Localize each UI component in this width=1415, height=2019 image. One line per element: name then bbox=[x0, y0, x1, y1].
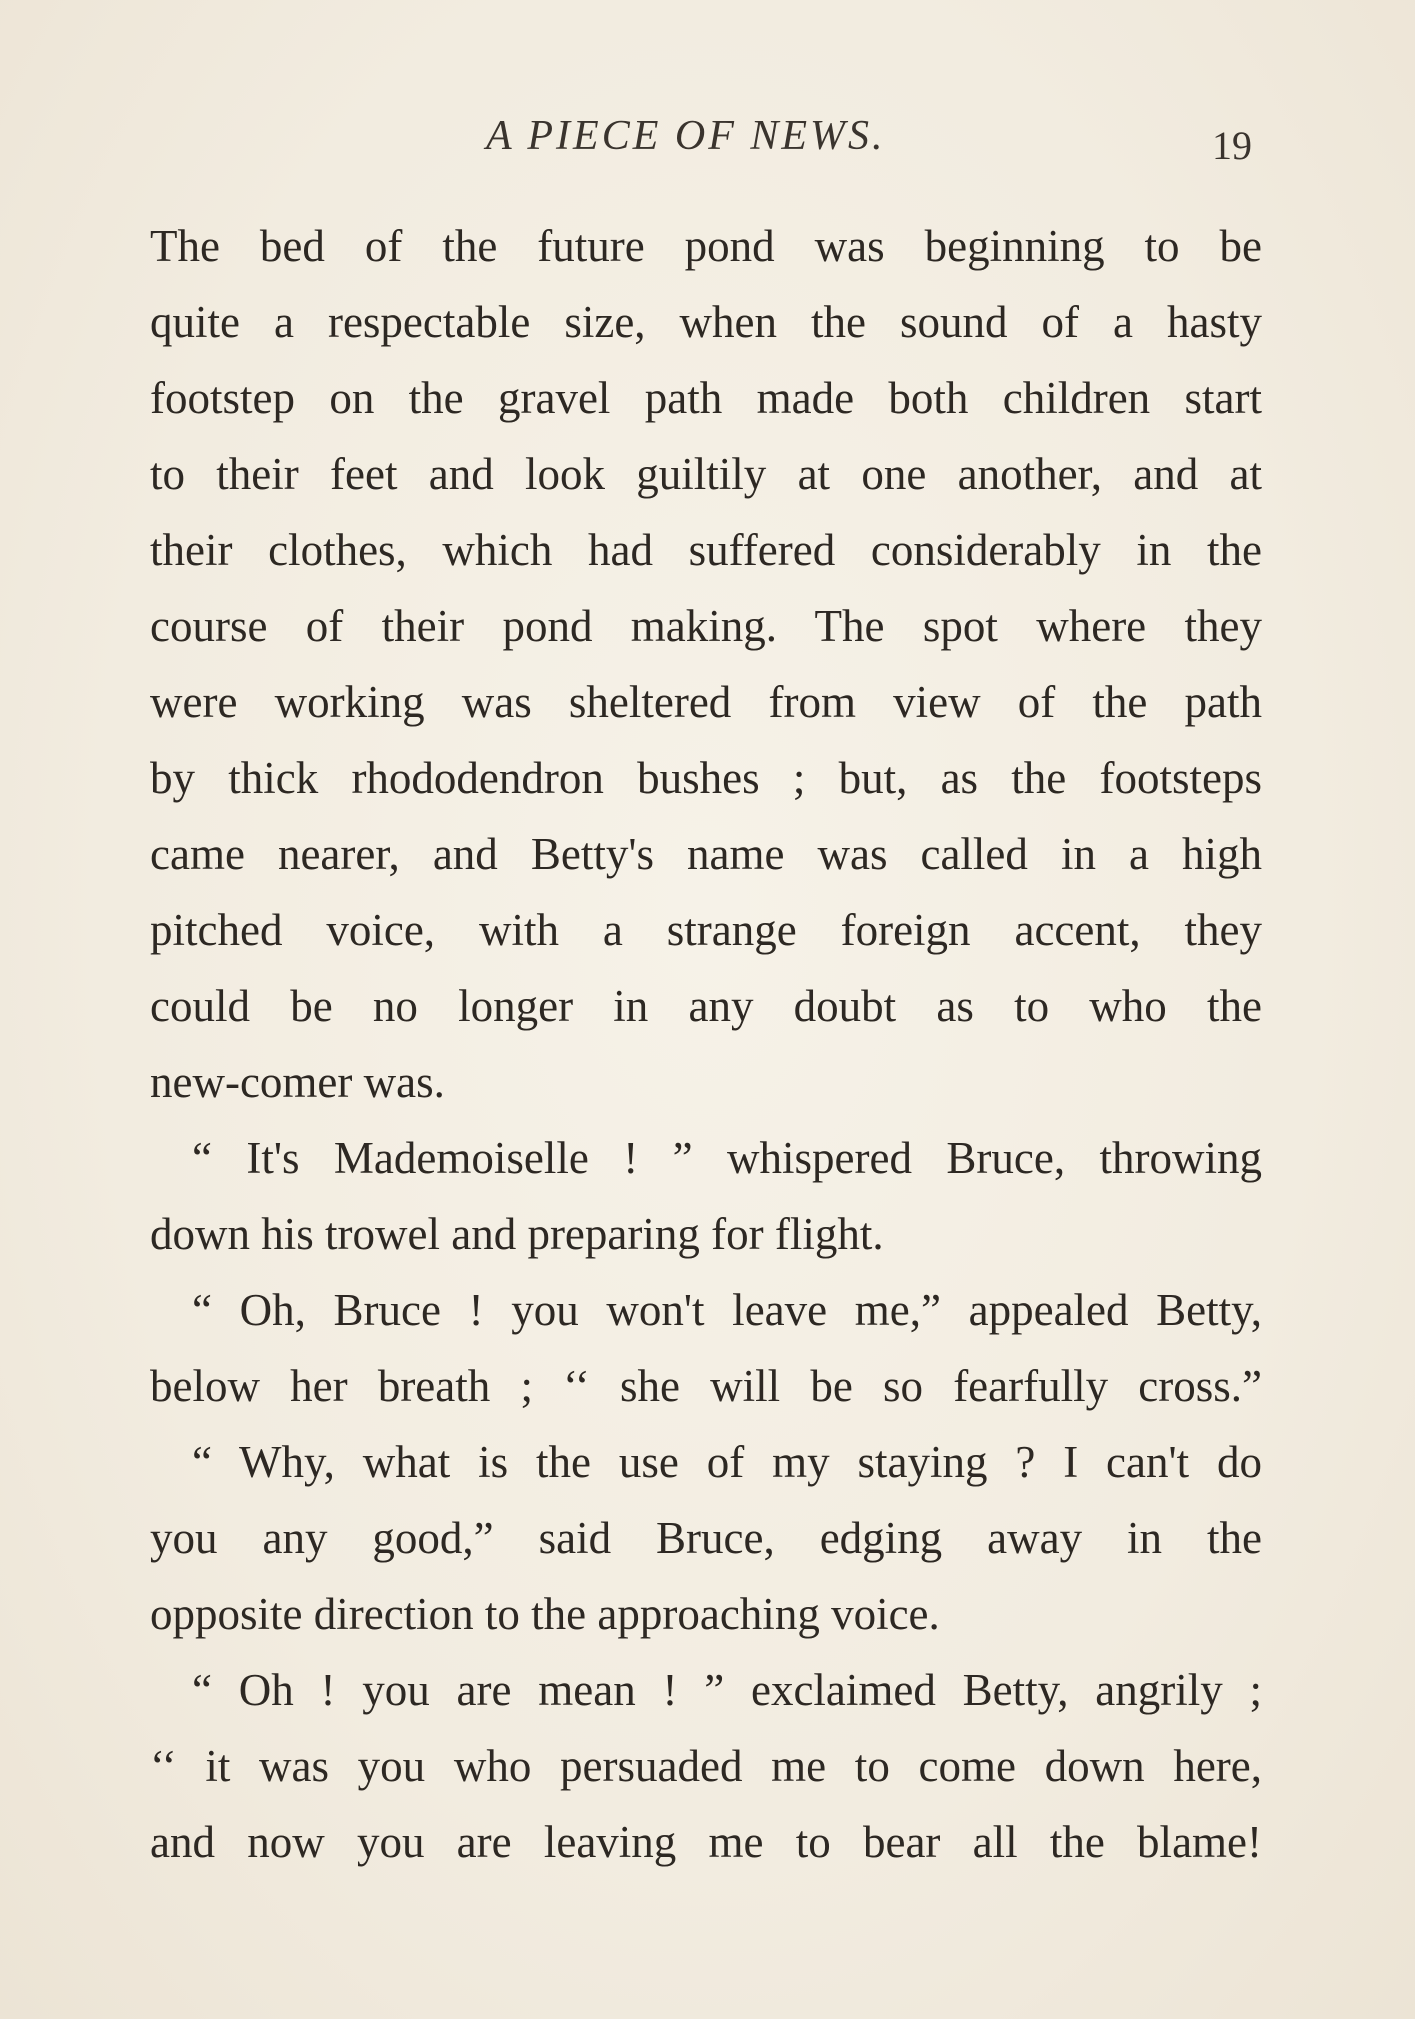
text-line: were working was sheltered from view of the path bbox=[150, 677, 1262, 727]
text-line: new-comer was. bbox=[150, 1057, 445, 1107]
body-text bbox=[150, 208, 1262, 1880]
text-line: to their feet and look guiltily at one another, and at bbox=[150, 449, 1262, 499]
text-line: “ It's Mademoiselle ! ” whispered Bruce, throwing bbox=[192, 1133, 1262, 1183]
text-line: quite a respectable size, when the sound of a hasty bbox=[150, 297, 1262, 347]
text-line: their clothes, which had suffered considerably in the bbox=[150, 525, 1262, 575]
running-title: A PIECE OF NEWS. bbox=[486, 113, 886, 159]
text-line: could be no longer in any doubt as to who the bbox=[150, 981, 1262, 1031]
text-line: below her breath ; ‘‘ she will be so fearfully cross.” bbox=[150, 1361, 1262, 1411]
text-line: “ Oh ! you are mean ! ” exclaimed Betty, angrily ; bbox=[192, 1665, 1262, 1715]
text-line: down his trowel and preparing for flight. bbox=[150, 1209, 884, 1259]
text-line: “ Why, what is the use of my staying ? I can't do bbox=[192, 1437, 1262, 1487]
text-line: “ Oh, Bruce ! you won't leave me,” appealed Betty, bbox=[192, 1285, 1262, 1335]
text-line: came nearer, and Betty's name was called in a high bbox=[150, 829, 1262, 879]
text-line: footstep on the gravel path made both children start bbox=[150, 373, 1262, 423]
text-line: pitched voice, with a strange foreign accent, they bbox=[150, 905, 1262, 955]
text-line: opposite direction to the approaching voice. bbox=[150, 1589, 940, 1639]
text-line: The bed of the future pond was beginning to be bbox=[150, 221, 1262, 271]
text-line: you any good,” said Bruce, edging away in the bbox=[150, 1513, 1262, 1563]
page-number: 19 bbox=[1212, 123, 1252, 168]
text-line: and now you are leaving me to bear all the blame! bbox=[150, 1817, 1262, 1867]
text-line: ‘‘ it was you who persuaded me to come down here, bbox=[150, 1741, 1262, 1791]
text-line: course of their pond making. The spot where they bbox=[150, 601, 1262, 651]
text-line: by thick rhododendron bushes ; but, as the footsteps bbox=[150, 753, 1262, 803]
